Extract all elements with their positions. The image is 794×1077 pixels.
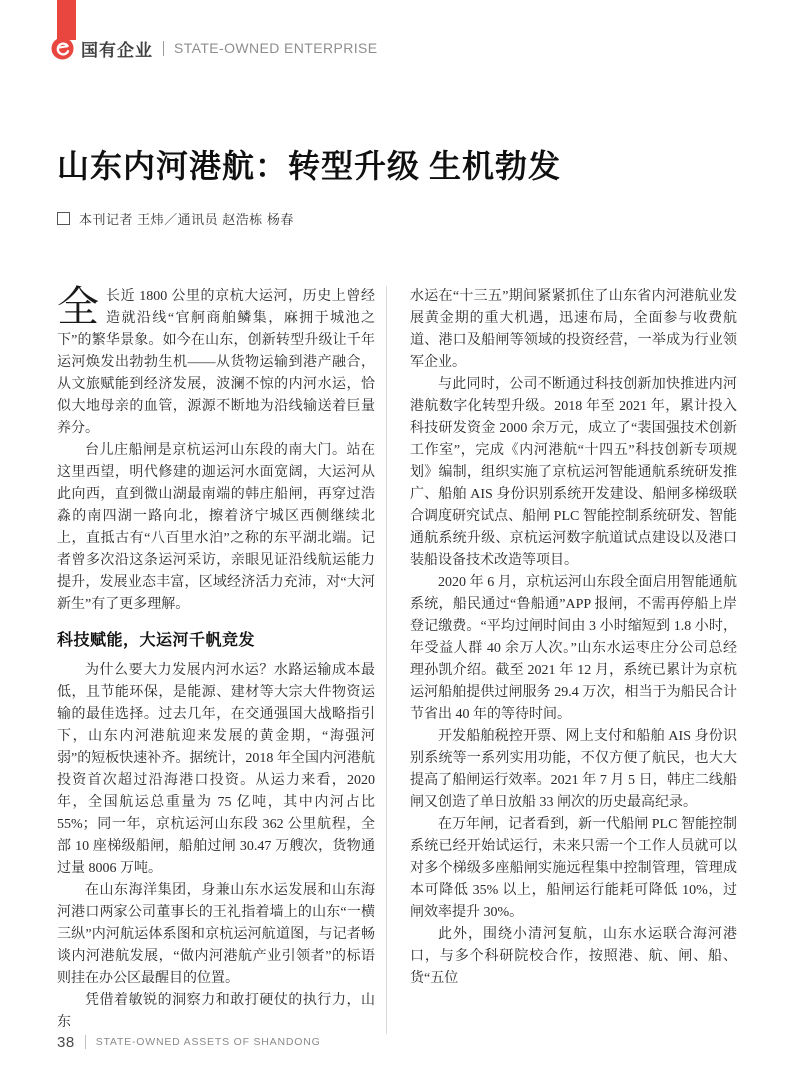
footer-journal-name: STATE-OWNED ASSETS OF SHANDONG bbox=[95, 1036, 321, 1048]
footer-divider bbox=[85, 1035, 86, 1049]
left-column bbox=[57, 286, 375, 1034]
section-heading: 科技赋能，大运河千帆竞发 bbox=[57, 632, 256, 649]
section-name-en: STATE-OWNED ENTERPRISE bbox=[174, 40, 378, 56]
page-footer bbox=[57, 1033, 321, 1051]
paragraph: 水运在“十三五”期间紧紧抓住了山东省内河港航业发展黄金期的重大机遇，迅速布局，全面参与收费航道、港口及船闸等领域的投资经营，一举成为行业领军企业。 bbox=[410, 289, 737, 370]
paragraph: 开发船舶税控开票、网上支付和船舶 AIS 身份识别系统等一系列实用功能，不仅方便了航民，也大大提高了船闸运行效率。2021 年 7 月 5 日，韩庄二线船闸又创造了单日放船 33 闸次的历史最高纪录。 bbox=[410, 729, 737, 810]
byline bbox=[57, 209, 294, 228]
paragraph: 台儿庄船闸是京杭运河山东段的南大门。站在这里西望，明代修建的迦运河水面宽阔，大运河从此向西，直到微山湖最南端的韩庄船闸，再穿过浩淼的南四湖一路向北，擦着济宁城区西侧继续北上，直抵古有“八百里水泊”之称的东平湖北端。记者曾多次沿这条运河采访，亲眼见证沿线航运能力提升，发展业态丰富，区域经济活力充沛，对“大河新生”有了更多理解。 bbox=[57, 443, 375, 612]
paragraph: 在山东海洋集团，身兼山东水运发展和山东海河港口两家公司董事长的王礼指着墙上的山东“一横三纵”内河航运体系图和京杭运河航道图，与记者畅谈内河港航发展，“做内河港航产业引领者”的标语则挂在办公区最醒目的位置。 bbox=[57, 883, 375, 986]
magazine-logo-icon bbox=[51, 37, 74, 60]
right-column bbox=[410, 286, 737, 1034]
paragraph: 与此同时，公司不断通过科技创新加快推进内河港航数字化转型升级。2018 年至 2021 年，累计投入科技研发资金 2000 余万元，成立了“裴国强技术创新工作室”，完成《内河港航“十四五”科技创新专项规划》编制，组织实施了京杭运河智能通航系统研发推广、船舶 AIS 身份识别系统开发建设、船闸多梯级联合调度研究试点、船闸 PLC 智能控制系统研发、智能通航系统升级、京杭运河数字航道试点建设以及港口装船设备技术改造等项目。 bbox=[410, 377, 737, 568]
byline-text: 本刊记者 王炜／通讯员 赵浩栋 杨春 bbox=[79, 212, 294, 227]
paragraph: 在万年闸，记者看到，新一代船闸 PLC 智能控制系统已经开始试运行，未来只需一个工作人员就可以对多个梯级多座船闸实施远程集中控制管理，管理成本可降低 35% 以上，船闸运行能耗可降低 10%，过闸效率提升 30%。 bbox=[410, 817, 737, 920]
byline-square-icon bbox=[57, 212, 70, 225]
paragraph: 此外，围绕小清河复航，山东水运联合海河港口，与多个科研院校合作，按照港、航、闸、船、货“五位 bbox=[410, 927, 737, 986]
header-divider bbox=[163, 41, 164, 56]
paragraph: 为什么要大力发展内河水运？水路运输成本最低，且节能环保，是能源、建材等大宗大件物资运输的最佳选择。过去几年，在交通强国大战略指引下，山东内河港航迎来发展的黄金期，“海强河弱”的短板快速补齐。据统计，2018 年全国内河港航投资首次超过沿海港口投资。从运力来看，2020 年，全国航运总重量为 75 亿吨，其中内河占比 55%；同一年，京杭运河山东段 362 公里航程，全部 10 座梯级船闸，船舶过闸 30.47 万艘次，货物通过量 8006 万吨。 bbox=[57, 663, 375, 876]
paragraph-text: 长近 1800 公里的京杭大运河，历史上曾经造就沿线“官舸商舶鳞集，麻拥于城池之下”的繁华景象。如今在山东，创新转型升级让千年运河焕发出勃勃生机——从货物运输到港产融合，从文旅赋能到经济发展，波澜不惊的内河水运，恰似大地母亲的血管，源源不断地为沿线输送着巨量养分。 bbox=[57, 289, 375, 436]
page-number: 38 bbox=[57, 1033, 75, 1051]
article-title: 山东内河港航：转型升级 生机勃发 bbox=[57, 148, 562, 184]
drop-cap: 全 bbox=[57, 285, 100, 331]
paragraph: 凭借着敏锐的洞察力和敢打硬仗的执行力，山东 bbox=[57, 993, 375, 1030]
column-divider bbox=[386, 286, 387, 1034]
page-header bbox=[51, 36, 378, 60]
paragraph: 2020 年 6 月，京杭运河山东段全面启用智能通航系统，船民通过“鲁船通”APP 报闸，不需再停船上岸登记缴费。“平均过闸时间由 3 小时缩短到 1.8 小时，年受益人群 40 余万人次。”山东水运枣庄分公司总经理孙凯介绍。截至 2021 年 12 月，系统已累计为京杭运河船舶提供过闸服务 29.4 万次，相当于为船民合计节省出 40 年的等待时间。 bbox=[410, 575, 737, 722]
section-name-cn: 国有企业 bbox=[81, 40, 153, 60]
red-accent-bar bbox=[57, 0, 76, 40]
article-body bbox=[57, 286, 737, 1034]
paragraph bbox=[57, 286, 375, 440]
